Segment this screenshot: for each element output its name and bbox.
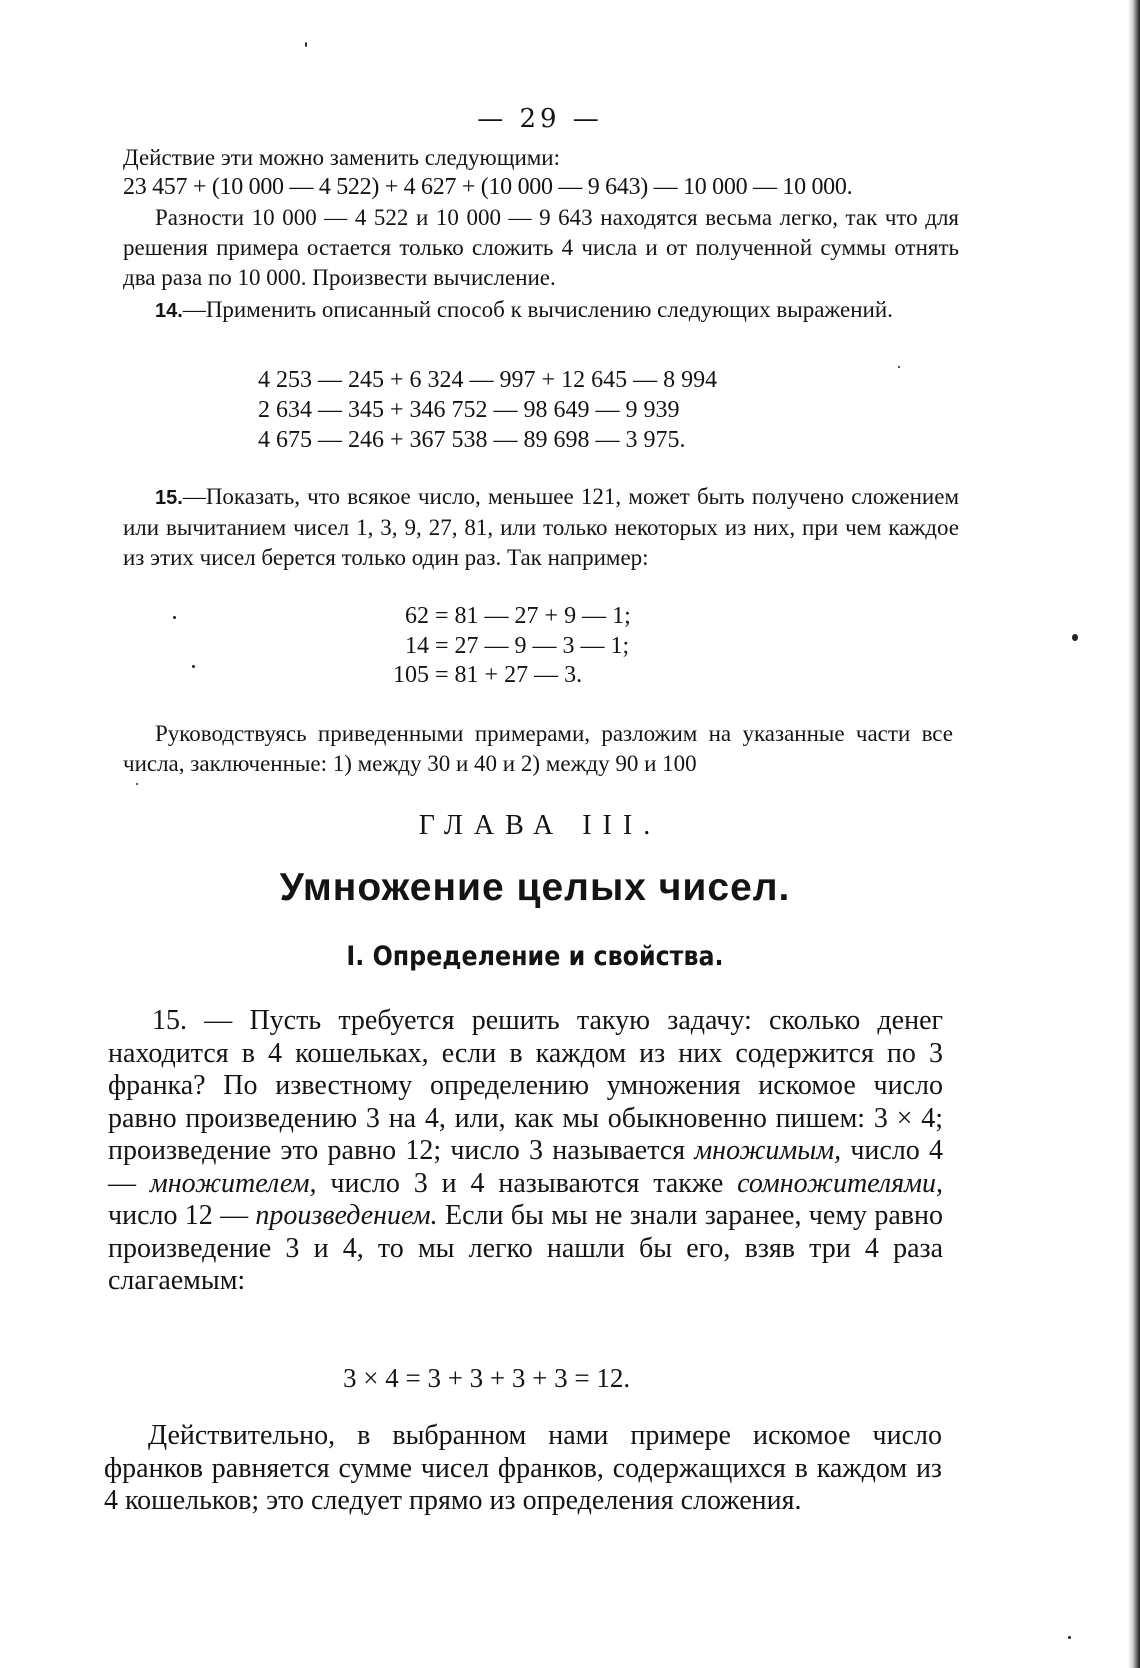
exercise-14-number: 14. — [155, 300, 183, 322]
scan-edge — [1128, 0, 1140, 1668]
intro-paragraph: Разности 10 000 — 4 522 и 10 000 — 9 643 находятся весьма легко, так что для решения примера остается только сложить 4 числа и от полученной суммы отнять два раза по 10 000. Произвести вычисление. — [123, 205, 959, 290]
article-15-text-d: число 12 — — [108, 1200, 256, 1231]
exercise-14-formula-3: 4 675 — 246 + 367 538 — 89 698 — 3 975. — [258, 427, 686, 453]
exercise-15-text: —Показать, что всякое число, меньшее 121, может быть получено сложением или вычитанием чисел 1, 3, 9, 27, 81, или только некоторых из них, при чем каждое из этих чисел берется только один раз. Так например: — [123, 484, 959, 570]
term-product: произведением. — [255, 1200, 438, 1231]
article-15-paragraph — [108, 1005, 943, 1298]
article-15-text-c: число 3 и 4 называются также — [316, 1167, 738, 1199]
exercise-14-formula-1: 4 253 — 245 + 6 324 — 997 + 12 645 — 8 994 — [258, 367, 718, 393]
scan-speck — [1072, 634, 1078, 641]
exercise-15 — [123, 482, 959, 573]
scan-speck — [192, 665, 195, 668]
exercise-15-formula-1: 62 = 81 — 27 + 9 — 1; — [405, 603, 631, 629]
exercise-14 — [123, 295, 959, 326]
intro-expression: 23 457 + (10 000 — 4 522) + 4 627 + (10 000 — 9 643) — 10 000 — 10 000. — [123, 174, 853, 200]
scan-speck — [305, 42, 307, 47]
exercise-15-formula-2: 14 = 27 — 9 — 3 — 1; — [405, 633, 630, 659]
exercise-14-formula-2: 2 634 — 345 + 346 752 — 98 649 — 9 939 — [258, 397, 680, 423]
exercise-15-number: 15. — [155, 487, 183, 509]
exercise-15-formula-3: 105 = 81 + 27 — 3. — [393, 662, 583, 688]
exercise-14-text: —Применить описанный способ к вычислению следующих выражений. — [182, 297, 893, 322]
scan-speck — [898, 366, 900, 368]
chapter-label: ГЛАВА III. — [418, 810, 662, 841]
section-title: I. Определение и свойства. — [346, 941, 724, 972]
article-15-text-e: Если бы мы не знали заранее, чему равно произведение 3 и 4, то мы легко нашли бы его, взяв три 4 раза слагаемым: — [108, 1200, 943, 1296]
term-factors: сомножителями, — [737, 1167, 943, 1199]
article-15-closing: Действительно, в выбранном нами примере искомое число франков равняется сумме чисел франков, содержащихся в каждом из 4 кошельков; это следует прямо из определения сложения. — [104, 1420, 942, 1516]
article-15-formula: 3 × 4 = 3 + 3 + 3 + 3 = 12. — [343, 1363, 631, 1393]
intro-line: Действие эти можно заменить следующими: — [123, 145, 560, 170]
scan-speck — [1068, 1636, 1071, 1639]
term-multiplicand: множимым, — [694, 1135, 842, 1166]
term-multiplier: множителем, — [149, 1167, 317, 1199]
scan-speck — [136, 783, 138, 785]
page-number: — 29 — — [477, 104, 603, 134]
exercise-15-conclusion: Руководствуясь приведенными примерами, разложим на указанные части все числа, заключенные: 1) между 30 и 40 и 2) между 90 и 100 — [123, 721, 953, 776]
chapter-title: Умножение целых чисел. — [279, 866, 791, 909]
article-15-text-b: число 4 — — [108, 1135, 944, 1199]
article-15-text-a: 15. — Пусть требуется решить такую задачу: сколько денег находится в 4 кошельках, если в каждом из них содержится по 3 франка? По известному определению умножения искомое число равно произведению 3 на 4, или, как мы обыкновенно пишем: 3 × 4; произведение это равно 12; число 3 называется — [108, 1005, 943, 1166]
scan-speck — [173, 616, 176, 619]
